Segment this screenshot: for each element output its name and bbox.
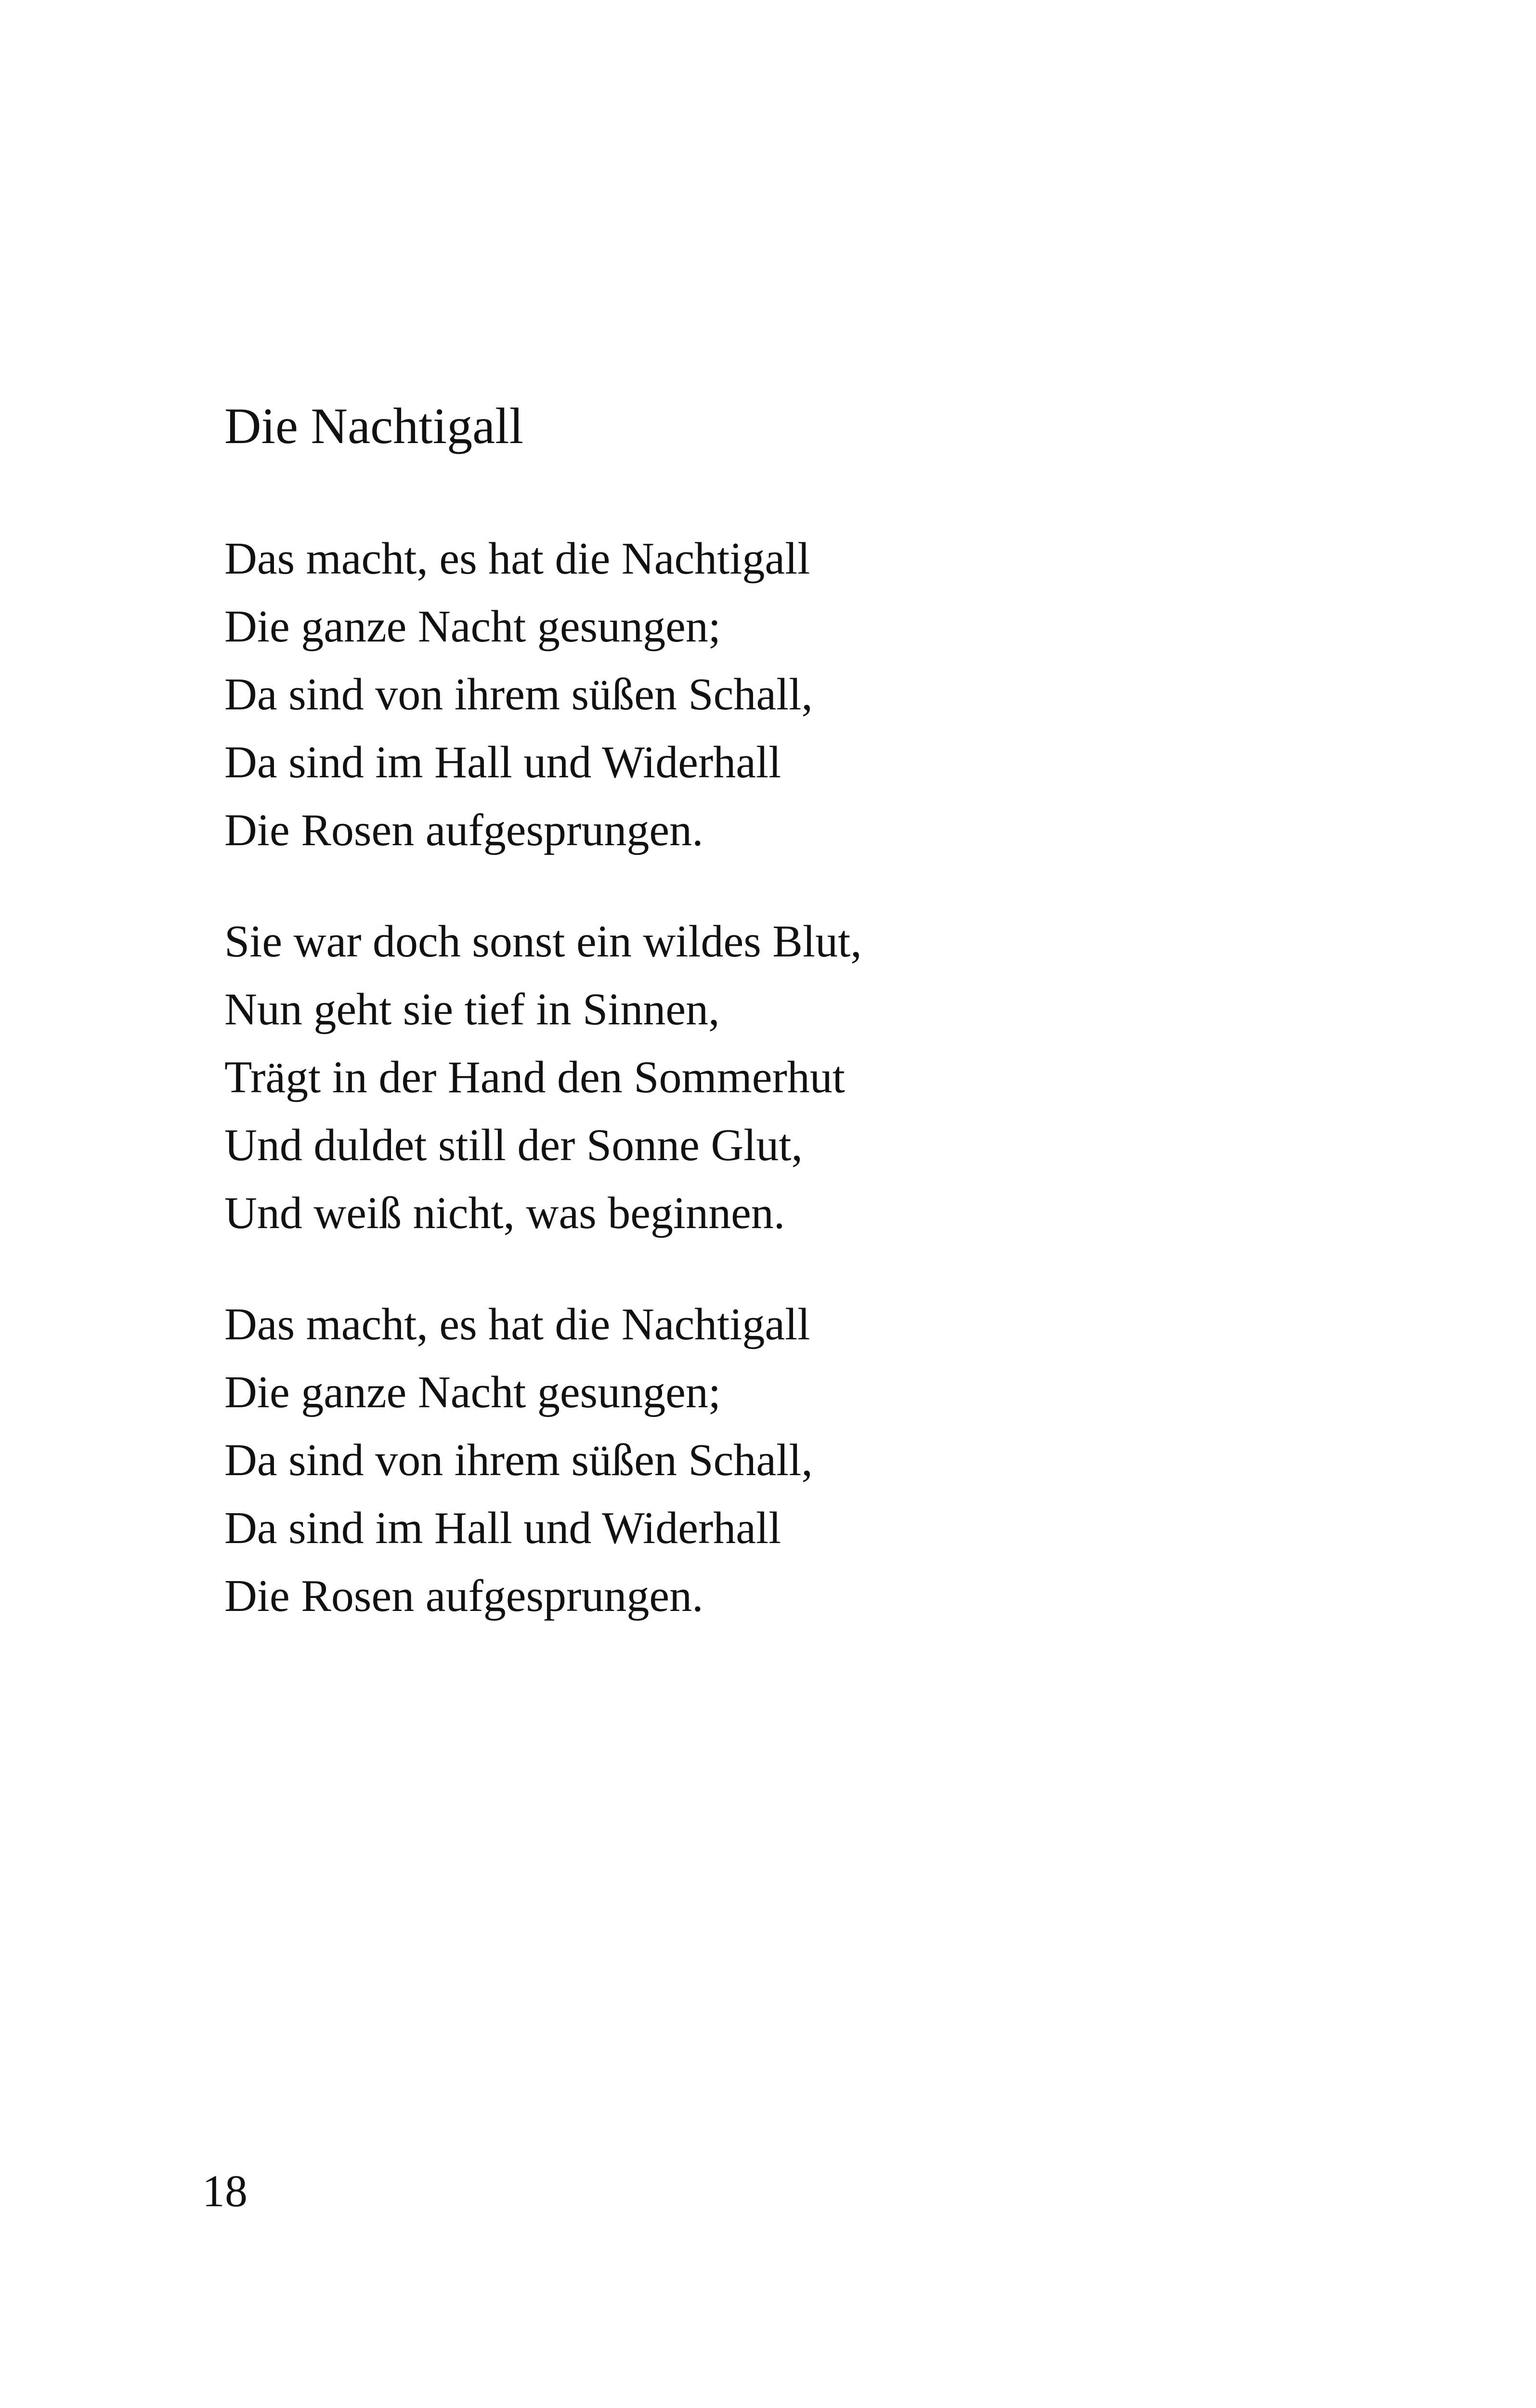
verse-line: Die Rosen aufgesprungen.	[224, 805, 703, 855]
page-number: 18	[202, 2166, 247, 2216]
verse-line: Trägt in der Hand den Sommerhut	[224, 1052, 845, 1102]
stanza-1	[224, 525, 813, 864]
poem-title: Die Nachtigall	[224, 398, 524, 454]
verse-line: Da sind im Hall und Widerhall	[224, 1503, 781, 1553]
stanza-2	[224, 908, 862, 1247]
verse-line: Die ganze Nacht gesungen;	[224, 602, 721, 652]
verse-line: Da sind von ihrem süßen Schall,	[224, 669, 813, 720]
verse-line: Und weiß nicht, was beginnen.	[224, 1188, 785, 1238]
verse-line: Da sind im Hall und Widerhall	[224, 737, 781, 787]
verse-line: Nun geht sie tief in Sinnen,	[224, 984, 720, 1034]
verse-line: Die ganze Nacht gesungen;	[224, 1367, 721, 1417]
verse-line: Die Rosen aufgesprungen.	[224, 1571, 703, 1621]
verse-line: Sie war doch sonst ein wildes Blut,	[224, 916, 862, 967]
stanza-3	[224, 1291, 813, 1630]
verse-line: Das macht, es hat die Nachtigall	[224, 534, 810, 584]
verse-line: Und duldet still der Sonne Glut,	[224, 1120, 803, 1170]
verse-line: Das macht, es hat die Nachtigall	[224, 1299, 810, 1349]
verse-line: Da sind von ihrem süßen Schall,	[224, 1435, 813, 1485]
